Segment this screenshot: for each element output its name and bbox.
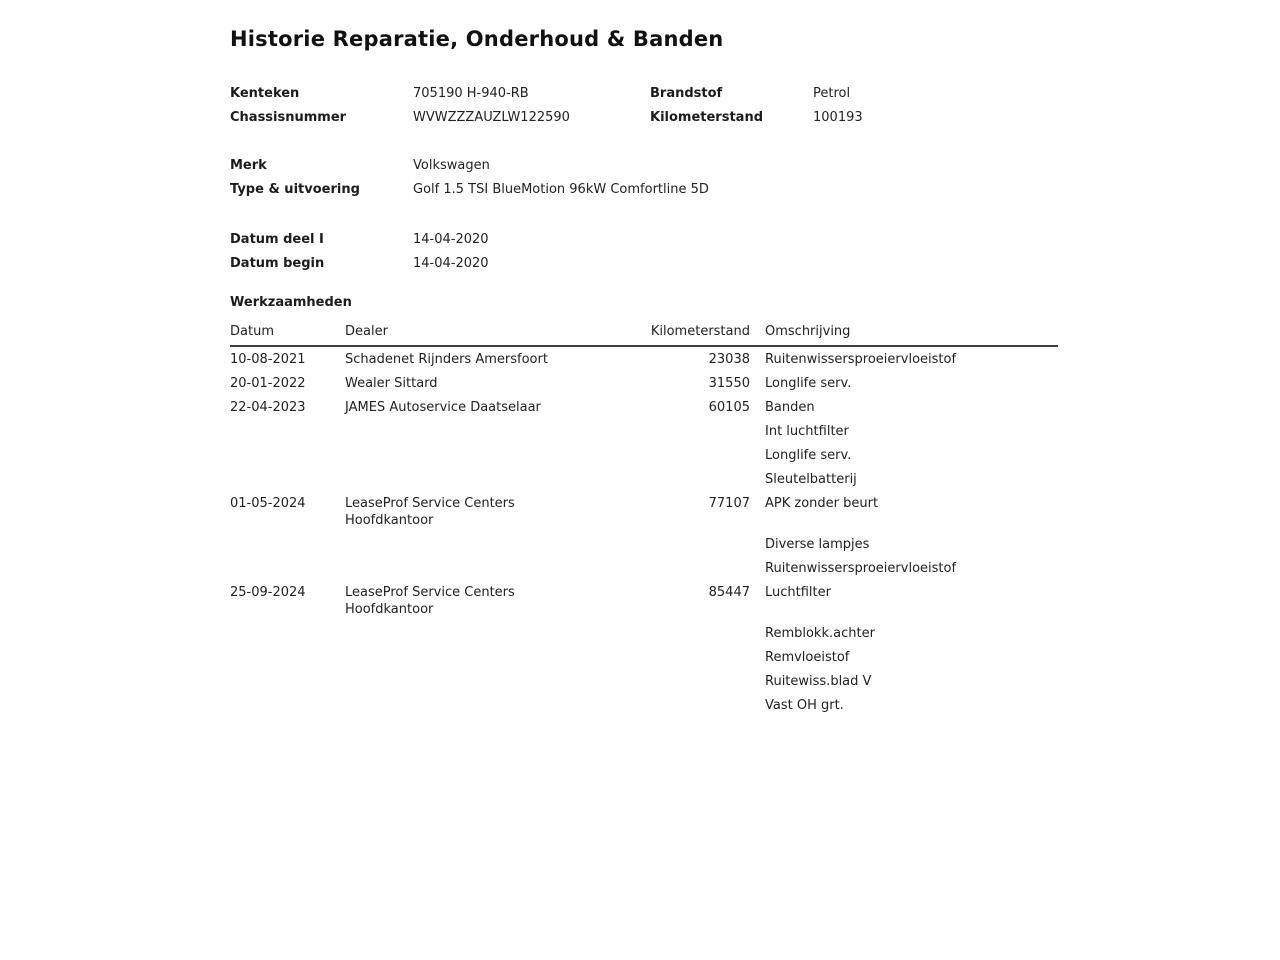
brandstof-label: Brandstof [650,86,723,101]
work-table-header [230,323,1058,346]
cell-datum: 20-01-2022 [230,376,306,391]
table-row [230,346,1058,371]
table-row [230,669,1058,693]
table-row [230,443,1058,467]
cell-datum [230,669,345,693]
cell-datum [230,467,345,491]
table-row [230,532,1058,556]
cell-datum [230,443,345,467]
cell-omschrijving: Ruitenwissersproeiervloeistof [765,561,957,576]
cell-omschrijving: Ruitewiss.blad V [765,674,872,689]
table-row [230,693,1058,717]
cell-dealer [345,532,580,556]
datum-deel-1-label: Datum deel I [230,232,324,247]
cell-datum [230,532,345,556]
cell-dealer [345,621,580,645]
work-table-body [230,346,1058,717]
cell-kilometerstand [580,621,750,645]
datum-deel-1-value: 14-04-2020 [413,232,489,247]
table-row [230,371,1058,395]
cell-dealer [345,419,580,443]
cell-kilometerstand [580,443,750,467]
cell-dealer: Schadenet Rijnders Amersfoort [345,352,548,367]
type-uitvoering-value: Golf 1.5 TSI BlueMotion 96kW Comfortline 5D [413,182,709,197]
kilometerstand-value: 100193 [813,110,863,125]
table-row [230,395,1058,419]
cell-kilometerstand [580,669,750,693]
cell-kilometerstand [580,419,750,443]
cell-datum: 01-05-2024 [230,496,306,511]
cell-omschrijving: Diverse lampjes [765,537,870,552]
table-row [230,621,1058,645]
column-header-datum: Datum [230,323,345,346]
cell-kilometerstand [580,693,750,717]
cell-kilometerstand: 23038 [708,352,750,367]
cell-omschrijving: APK zonder beurt [765,496,879,511]
cell-dealer: Wealer Sittard [345,376,438,391]
datum-begin-label: Datum begin [230,256,325,271]
page-title: Historie Reparatie, Onderhoud & Banden [230,27,724,51]
table-row [230,645,1058,669]
cell-dealer [345,693,580,717]
identification-fields [230,84,1058,132]
column-header-omschrijving: Omschrijving [750,323,1058,346]
cell-datum [230,556,345,580]
cell-dealer [345,467,580,491]
cell-omschrijving: Ruitenwissersproeiervloeistof [765,352,957,367]
cell-dealer [345,669,580,693]
cell-dealer: LeaseProf Service Centers Hoofdkantoor [345,585,515,617]
cell-dealer [345,443,580,467]
cell-omschrijving: Longlife serv. [765,376,852,391]
cell-omschrijving: Luchtfilter [765,585,831,600]
column-header-dealer: Dealer [345,323,580,346]
cell-datum: 22-04-2023 [230,400,306,415]
kenteken-label: Kenteken [230,86,300,101]
table-row [230,467,1058,491]
cell-datum: 10-08-2021 [230,352,306,367]
cell-dealer: LeaseProf Service Centers Hoofdkantoor [345,496,515,528]
cell-omschrijving: Banden [765,400,815,415]
cell-kilometerstand [580,532,750,556]
cell-kilometerstand: 31550 [708,376,750,391]
cell-dealer [345,556,580,580]
cell-omschrijving: Int luchtfilter [765,424,849,439]
column-header-kilometerstand: Kilometerstand [580,323,750,346]
cell-datum [230,621,345,645]
merk-label: Merk [230,158,267,173]
table-row [230,491,1058,532]
cell-kilometerstand: 85447 [708,585,750,600]
cell-omschrijving: Longlife serv. [765,448,852,463]
datum-begin-value: 14-04-2020 [413,256,489,271]
cell-kilometerstand: 77107 [708,496,750,511]
document-content [230,26,1058,717]
brandstof-value: Petrol [813,86,851,101]
work-history-table [230,323,1058,717]
table-row [230,556,1058,580]
date-fields [230,230,1058,278]
cell-kilometerstand [580,645,750,669]
cell-kilometerstand: 60105 [708,400,750,415]
chassisnummer-value: WVWZZZAUZLW122590 [413,110,570,125]
cell-kilometerstand [580,467,750,491]
merk-value: Volkswagen [413,158,490,173]
chassisnummer-label: Chassisnummer [230,110,347,125]
table-row [230,419,1058,443]
cell-omschrijving: Vast OH grt. [765,698,844,713]
cell-omschrijving: Remvloeistof [765,650,850,665]
cell-kilometerstand [580,556,750,580]
type-uitvoering-label: Type & uitvoering [230,182,360,197]
werkzaamheden-heading: Werkzaamheden [230,295,352,310]
cell-datum [230,693,345,717]
vehicle-fields [230,156,1058,204]
cell-omschrijving: Sleutelbatterij [765,472,857,487]
cell-dealer: JAMES Autoservice Daatselaar [345,400,541,415]
cell-omschrijving: Remblokk.achter [765,626,875,641]
cell-datum [230,645,345,669]
cell-datum: 25-09-2024 [230,585,306,600]
cell-datum [230,419,345,443]
table-row [230,580,1058,621]
kenteken-value: 705190 H-940-RB [413,86,529,101]
cell-dealer [345,645,580,669]
kilometerstand-label: Kilometerstand [650,110,764,125]
